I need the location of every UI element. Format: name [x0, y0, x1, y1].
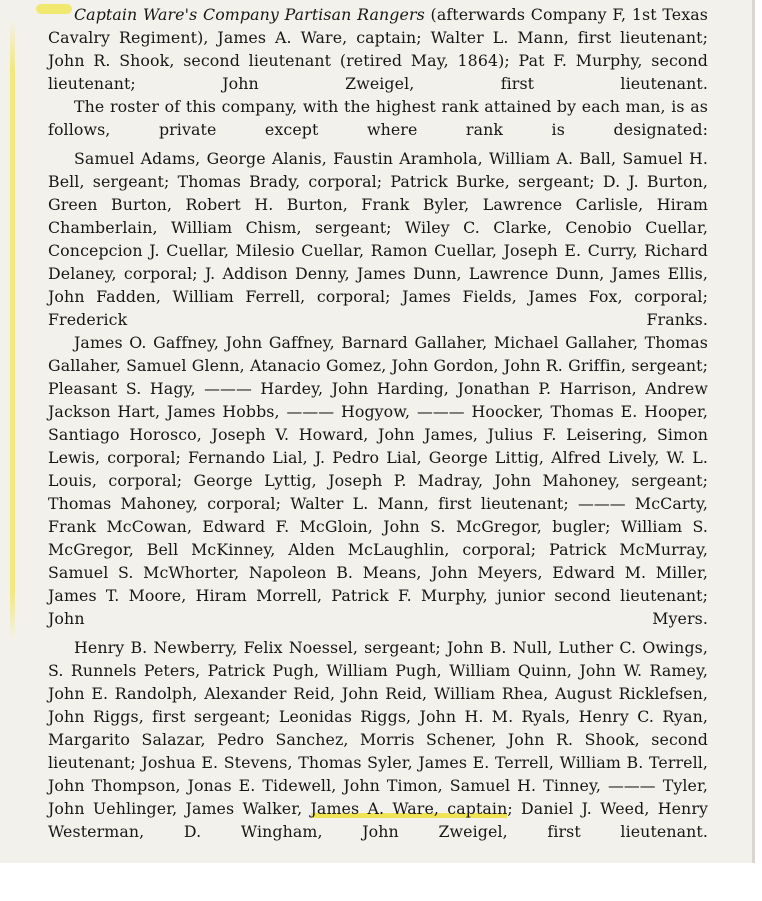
margin-highlight-mark: [10, 20, 15, 640]
roster-paragraph-a-f: Samuel Adams, George Alanis, Faustin Aramhola, William A. Ball, Samuel H. Bell, sergeant; Thomas Brady, corporal; Patrick Burke, sergeant; D. J. Burton, Green Burton, Robert H. Burton, Frank Byler, Lawrence Carlisle, Hiram Chamberlain, William Chism, sergeant; Wiley C. Clarke, Cenobio Cuellar, Concepcion J. Cuellar, Milesio Cuellar, Ramon Cuellar, Joseph E. Curry, Richard Delaney, corporal; J. Addison Denny, James Dunn, Lawrence Dunn, James Ellis, John Fadden, William Ferrell, corporal; James Fields, James Fox, corporal; Frederick Franks.: [48, 149, 708, 329]
roster-n-z-tail: ; Daniel J. Weed, Henry Westerman, D. Wingham, John Zweigel, first lieutenant.: [48, 799, 708, 841]
roster-n-z-text: Henry B. Newberry, Felix Noessel, sergeant; John B. Null, Luther C. Owings, S. Runnels Peters, Patrick Pugh, William Pugh, William Quinn, John W. Ramey, John E. Randolph, Alexander Reid, John Reid, William Rhea, August Ricklefsen, John Riggs, first sergeant; Leonidas Riggs, John H. M. Ryals, Henry C. Ryan, Margarito Salazar, Pedro Sanchez, Morris Schener, John R. Shook, second lieutenant; Joshua E. Stevens, Thomas Syler, James E. Terrell, William B. Terrell, John Thompson, Jonas E. Tidewell, John Timon, Samuel H. Tinney, ——— Tyler, John Uehlinger, James Walker,: [48, 638, 708, 818]
company-paragraph: [48, 3, 708, 95]
company-officers: (afterwards Company F, 1st Texas Cavalry Regiment), James A. Ware, captain; Walter L. Mann, first lieutenant; John R. Shook, second lieutenant (retired May, 1864); Pat F. Murphy, second lieutenant; John Zweigel, first lieutenant.: [48, 5, 708, 93]
company-name: Captain Ware's Company Partisan Rangers: [74, 5, 425, 24]
roster-text: [48, 3, 708, 843]
roster-paragraph-g-m: James O. Gaffney, John Gaffney, Barnard Gallaher, Michael Gallaher, Thomas Gallaher, Samuel Glenn, Atanacio Gomez, John Gordon, John R. Griffin, sergeant; Pleasant S. Hagy, ——— Hardey, John Harding, Jonathan P. Harrison, Andrew Jackson Hart, James Hobbs, ——— Hogyow, ——— Hoocker, Thomas E. Hooper, Santiago Horosco, Joseph V. Howard, John James, Julius F. Leisering, Simon Lewis, corporal; Fernando Lial, J. Pedro Lial, George Littig, Alfred Lively, W. L. Louis, corporal; George Lyttig, Joseph P. Madray, John Mahoney, sergeant; Thomas Mahoney, corporal; Walter L. Mann, first lieutenant; ——— McCarty, Frank McCowan, Edward F. McGloin, John S. McGregor, bugler; William S. McGregor, Bell McKinney, Alden McLaughlin, corporal; Patrick McMurray, Samuel S. McWhorter, Napoleon B. Means, John Meyers, Edward M. Miller, James T. Moore, Hiram Morrell, Patrick F. Murphy, junior second lieutenant; John Myers.: [48, 333, 708, 628]
roster-paragraph-n-z: [48, 636, 708, 843]
highlighted-captain-entry: James A. Ware, captain: [310, 799, 508, 818]
intro-paragraph: The roster of this company, with the highest rank attained by each man, is as follows, private except where rank is designated:: [48, 97, 708, 139]
